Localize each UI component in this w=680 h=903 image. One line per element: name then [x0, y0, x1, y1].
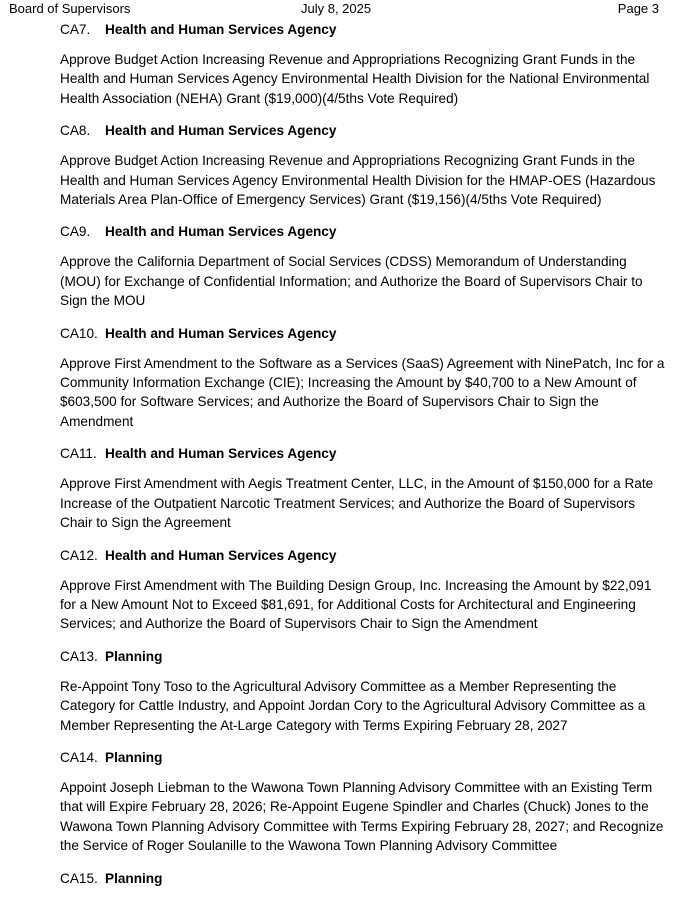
agenda-item [60, 324, 666, 432]
agenda-item-heading [60, 121, 666, 141]
item-description: Approve First Amendment with Aegis Treatment Center, LLC, in the Amount of $150,000 for a Rate Increase of the Outpatient Narcotic Treatment Services; and Authorize the Board of Supervisors Chair to Sign the Agreement [60, 476, 654, 531]
item-code: CA14. [60, 749, 98, 765]
item-department: Health and Human Services Agency [105, 22, 337, 37]
agenda-item [60, 222, 666, 310]
item-code: CA13. [60, 648, 98, 664]
agenda-item [60, 748, 666, 856]
item-department: Planning [105, 648, 163, 664]
item-code: CA12. [60, 547, 98, 563]
agenda-item [60, 869, 666, 889]
item-code: CA10. [60, 325, 98, 341]
item-code: CA9. [60, 224, 91, 240]
agenda-item-heading [60, 869, 666, 889]
page-header [0, 1, 680, 19]
item-description: Approve the California Department of Social Services (CDSS) Memorandum of Understanding (MOU) for Exchange of Confidential Information; and Authorize the Board of Supervisors Chair to Sign the MOU [60, 254, 643, 309]
agenda-item [60, 121, 666, 209]
item-department: Health and Human Services Agency [105, 446, 337, 462]
item-department: Health and Human Services Agency [105, 547, 337, 563]
agenda-item-heading [60, 20, 666, 40]
agenda-item-heading [60, 546, 666, 566]
item-code: CA11. [60, 446, 97, 462]
item-description: Approve First Amendment to the Software as a Services (SaaS) Agreement with NinePatch, Inc for a Community Information Exchange (CIE); Increasing the Amount by $40,700 to a New Amount of $603,500 for Software Services; and Authorize the Board of Supervisors Chair to Sign the Amendment [60, 355, 665, 429]
agenda-item [60, 444, 666, 532]
agenda-item-heading [60, 222, 666, 242]
item-description: Re-Appoint Tony Toso to the Agricultural Advisory Committee as a Member Representing the Category for Cattle Industry, and Appoint Jordan Cory to the Agricultural Advisory Committee as a Member Representing the At-Large Category with Terms Expiring February 28, 2027 [60, 678, 646, 733]
item-department: Health and Human Services Agency [105, 123, 337, 139]
agenda-item [60, 20, 666, 108]
item-description: Appoint Joseph Liebman to the Wawona Town Planning Advisory Committee with an Existing Term that will Expire February 28, 2026; Re-Appoint Eugene Spindler and Charles (Chuck) Jones to the Wawona Town Planning Advisory Committee with Terms Expiring February 28, 2027; and Recognize the Service of Roger Soulanille to the Wawona Town Planning Advisory Committee [60, 779, 664, 854]
agenda-item-heading [60, 324, 666, 344]
agenda-item-heading [60, 647, 666, 667]
item-department: Health and Human Services Agency [105, 224, 337, 240]
item-department: Planning [105, 870, 163, 886]
header-page-number: Page 3 [617, 1, 659, 16]
agenda-item [60, 647, 666, 735]
header-date: July 8, 2025 [301, 1, 372, 16]
item-code: CA8. [60, 123, 91, 139]
agenda-item-heading [60, 444, 666, 464]
item-code: CA15. [60, 870, 98, 886]
item-department: Planning [105, 749, 163, 765]
item-description: Approve First Amendment with The Building Design Group, Inc. Increasing the Amount by $22,091 for a New Amount Not to Exceed $81,691, for Additional Costs for Architectural and Engineering Services; and Authorize the Board of Supervisors Chair to Sign the Amendment [60, 577, 652, 632]
item-description: Approve Budget Action Increasing Revenue and Appropriations Recognizing Grant Funds in the Health and Human Services Agency Environmental Health Division for the National Environmental Health Association (NEHA) Grant ($19,000)(4/5ths Vote Required) [60, 52, 650, 106]
item-code: CA7. [60, 22, 91, 37]
agenda-content [60, 20, 666, 889]
item-description: Approve Budget Action Increasing Revenue and Appropriations Recognizing Grant Funds in the Health and Human Services Agency Environmental Health Division for the HMAP-OES (Hazardous Materials Area Plan-Office of Emergency Services) Grant ($19,156)(4/5ths Vote Required) [60, 153, 656, 208]
agenda-item-heading [60, 748, 666, 768]
header-board-name: Board of Supervisors [9, 1, 131, 16]
item-department: Health and Human Services Agency [105, 325, 337, 341]
agenda-item [60, 546, 666, 634]
